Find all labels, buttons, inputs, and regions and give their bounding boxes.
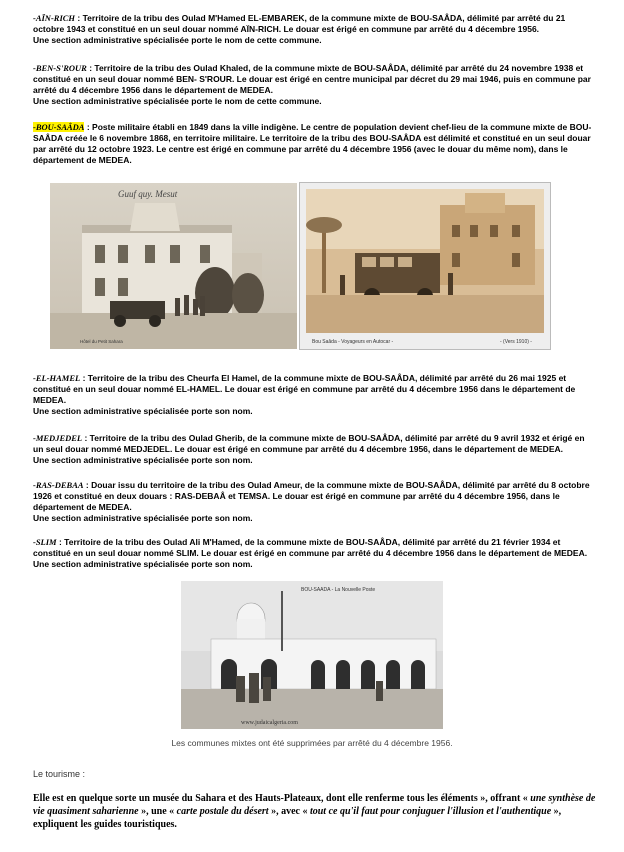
autocar-photo	[299, 182, 551, 350]
entry-text: : Poste militaire établi en 1849 dans la ville indigène. Le centre de population devient chef-lieu de la commune mixte de BOU-SAÂDA créée le 6 novembre 1868, en territoire militaire. Le territoire de la tribu des BOU-SAÂDA est délimité et constitué en un seul douar par arrêté du 12 octobre 1923. Le centre est érigé en commune par arrêté du 4 décembre 1956 (avec le douar du même nom), dans le département de MEDEA.	[33, 122, 592, 165]
entry-text: : Territoire de la tribu des Oulad Khaled, de la commune mixte de BOU-SAÂDA, délimité par arrêté du 24 novembre 1938 et constitué en un seul douar nommé BEN- S'ROUR. Le douar est érigé en centre municipal par décret du 29 mai 1946, puis en commune par arrêté du 4 décembre 1956 dans le département de MEDEA.	[33, 63, 591, 95]
entry-name: -SLIM	[33, 537, 57, 547]
entry-slim	[33, 537, 593, 570]
right-photo-caption-right: - (Vers 1910) -	[500, 339, 532, 345]
entry-note: Une section administrative spécialisée porte le nom de cette commune.	[33, 35, 322, 45]
entry-name: -EL-HAMEL	[33, 373, 81, 383]
watermark-text: www.judaicalgeria.com	[241, 720, 298, 726]
entry-name: -RAS-DEBAA	[33, 480, 84, 490]
entry-bou-saada	[33, 122, 593, 166]
tourism-text: », avec «	[268, 806, 310, 817]
entry-ben-srour	[33, 63, 593, 107]
tourism-text: », expliquent les guides touristiques.	[33, 806, 562, 830]
entry-note: Une section administrative spécialisée porte son nom.	[33, 406, 253, 416]
tourism-quote: tout ce qu'il faut pour conjuguer l'illusion et l'authentique	[309, 806, 552, 817]
entry-name-highlighted: -BOU-SAÂDA	[33, 122, 85, 132]
photo-caption: Les communes mixtes ont été supprimées par arrêté du 4 décembre 1956.	[171, 738, 453, 748]
bottom-photo-title: BOU-SAADA - La Nouvelle Poste	[301, 587, 376, 593]
entry-note: Une section administrative spécialisée porte son nom.	[33, 455, 253, 465]
hotel-photo	[50, 183, 297, 349]
entry-text: : Douar issu du territoire de la tribu des Oulad Ameur, de la commune mixte de BOU-SAÂDA, délimité par arrêté du 8 octobre 1926 et constitué en deux douars : RAS-DEBAÂ et TEMSA. Le douar est érigé en commune par arrêté du 4 décembre 1956, dans le département de MEDEA.	[33, 480, 590, 512]
tourism-paragraph	[33, 792, 598, 831]
tourism-heading: Le tourisme :	[33, 769, 86, 779]
post-office-photo	[181, 581, 443, 729]
entry-text: : Territoire de la tribu des Oulad Ali M'Hamed, de la commune mixte de BOU-SAÂDA, délimité par arrêté du 21 février 1934 et constitué en un seul douar nommé SLIM. Le douar est érigé en commune par arrêté du 4 décembre 1956 dans le département de MEDEA.	[33, 537, 588, 558]
entry-name: -AÏN-RICH	[33, 13, 76, 23]
entry-medjedel	[33, 433, 593, 466]
entry-ras-debaa	[33, 480, 593, 524]
entry-text: : Territoire de la tribu des Oulad Gherib, de la commune mixte de BOU-SAÂDA, délimité par arrêté du 9 avril 1932 et érigé en un seul douar nommé MEDJEDEL. Le douar est érigé en commune par arrêté du 4 décembre 1956, dans le département de MEDEA.	[33, 433, 585, 454]
handwriting-text: Guuf quy. Mesut	[118, 189, 178, 199]
entry-name: -MEDJEDEL	[33, 433, 83, 443]
tourism-text: Elle est en quelque sorte un musée du Sahara et des Hauts-Plateaux, dont elle renferme tous les éléments », offrant «	[33, 793, 531, 804]
entry-text: : Territoire de la tribu des Oulad M'Hamed EL-EMBAREK, de la commune mixte de BOU-SAÂDA, délimité par arrêté du 21 octobre 1943 et constitué en un seul douar nommé AÏN-RICH. Le douar est érigé en commune par arrêté du 4 décembre 1956.	[33, 13, 566, 34]
right-photo-caption-left: Bou Saâda - Voyageurs en Autocar -	[312, 339, 394, 345]
tourism-quote: carte postale du désert	[176, 806, 269, 817]
left-photo-caption: Hôtel du Petit Sahara	[80, 339, 123, 344]
entry-el-hamel	[33, 373, 593, 417]
entry-name: -BEN-S'ROUR	[33, 63, 87, 73]
entry-note: Une section administrative spécialisée porte son nom.	[33, 559, 253, 569]
entry-ain-rich	[33, 13, 593, 46]
entry-text: : Territoire de la tribu des Cheurfa El Hamel, de la commune mixte de BOU-SAÂDA, délimité par arrêté du 26 mai 1925 et constitué en un seul douar nommé EL-HAMEL. Le douar est érigé en commune par arrêté du 4 décembre 1956 dans le département de MEDEA.	[33, 373, 576, 405]
tourism-text: », une «	[138, 806, 177, 817]
entry-note: Une section administrative spécialisée porte son nom.	[33, 513, 253, 523]
tourism-quote: une synthèse de vie quasiment saharienne	[33, 793, 596, 817]
entry-note: Une section administrative spécialisée porte le nom de cette commune.	[33, 96, 322, 106]
